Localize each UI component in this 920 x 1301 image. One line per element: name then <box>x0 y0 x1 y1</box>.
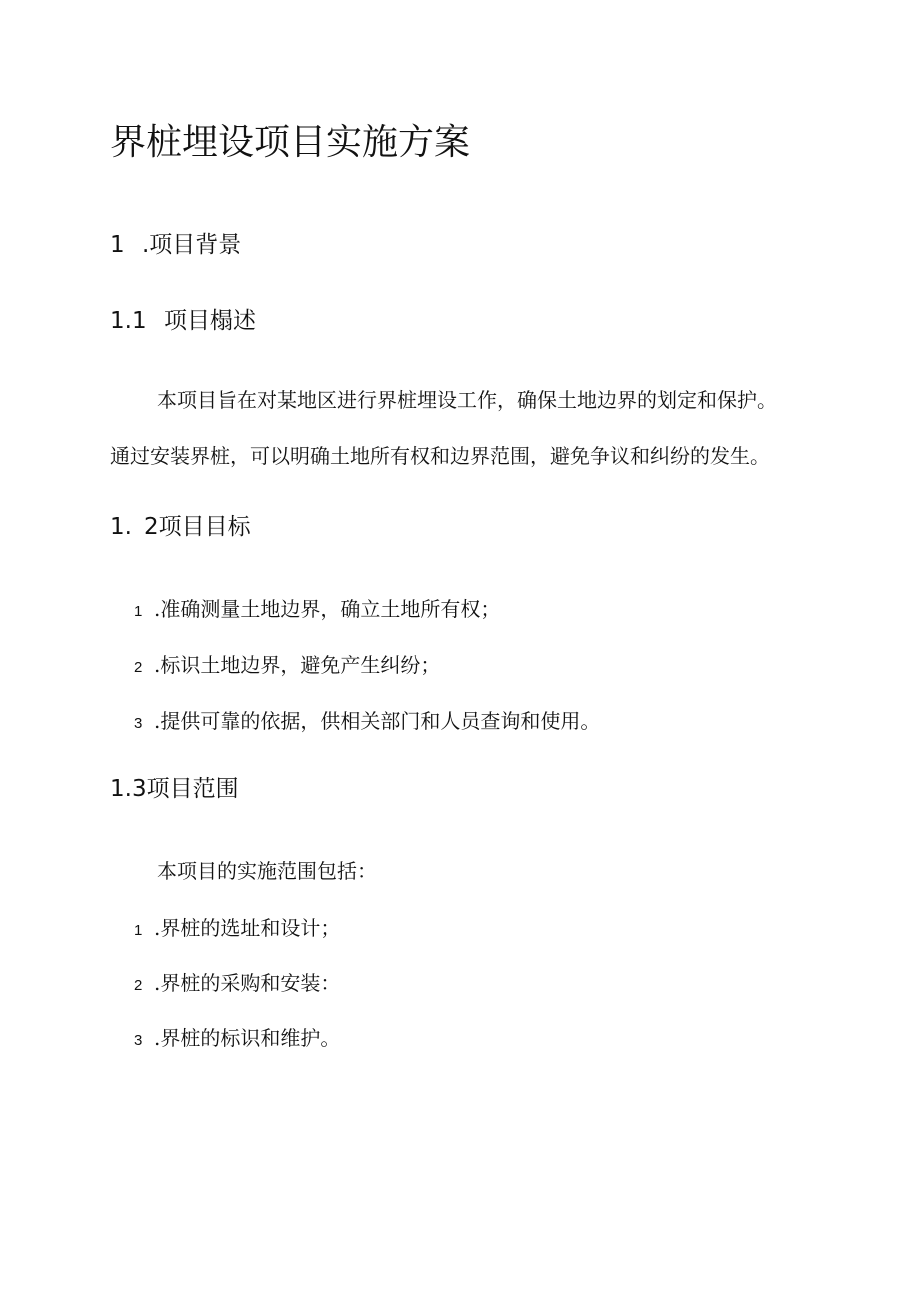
paragraph-line: 本项目旨在对某地区进行界桩埋设工作，确保土地边界的划定和保护。 <box>157 388 777 412</box>
list-marker: 2 <box>134 659 143 676</box>
list-item-text: .准确测量土地边界，确立土地所有权； <box>154 597 501 621</box>
list-item <box>134 705 600 734</box>
paragraph-line: 通过安装界桩，可以明确土地所有权和边界范围，避免争议和纠纷的发生。 <box>110 444 770 468</box>
list-item-text: .提供可靠的依据，供相关部门和人员查询和使用。 <box>154 709 601 733</box>
list-marker: 3 <box>134 1032 143 1049</box>
list-marker: 3 <box>134 715 143 732</box>
section-heading-1-3: 1.3项目范围 <box>110 776 239 802</box>
list-item <box>134 967 340 996</box>
list-marker: 2 <box>134 977 143 994</box>
list-item <box>134 912 340 941</box>
section-heading-1-1 <box>110 302 256 335</box>
list-item-text: .界桩的标识和维护。 <box>154 1026 341 1050</box>
list-item <box>134 593 500 622</box>
paragraph-line: 本项目的实施范围包括： <box>157 859 377 883</box>
document-title: 界桩埋设项目实施方案 <box>110 122 471 163</box>
list-item-text: .界桩的选址和设计； <box>154 916 341 940</box>
list-item-text: .界桩的采购和安装： <box>154 971 341 995</box>
section-title: 项目榻述 <box>164 308 256 334</box>
section-number: 1 <box>110 232 125 258</box>
section-heading-1-2 <box>110 508 251 541</box>
section-number: 1.1 <box>110 308 147 334</box>
section-heading-1 <box>110 226 241 259</box>
section-title: 2项目目标 <box>144 514 251 540</box>
section-number: 1. <box>110 514 132 540</box>
section-title: .项目背景 <box>142 232 242 258</box>
list-item <box>134 1022 340 1051</box>
list-marker: 1 <box>134 922 143 939</box>
list-marker: 1 <box>134 603 143 620</box>
list-item-text: .标识土地边界，避免产生纠纷； <box>154 653 441 677</box>
list-item <box>134 649 440 678</box>
